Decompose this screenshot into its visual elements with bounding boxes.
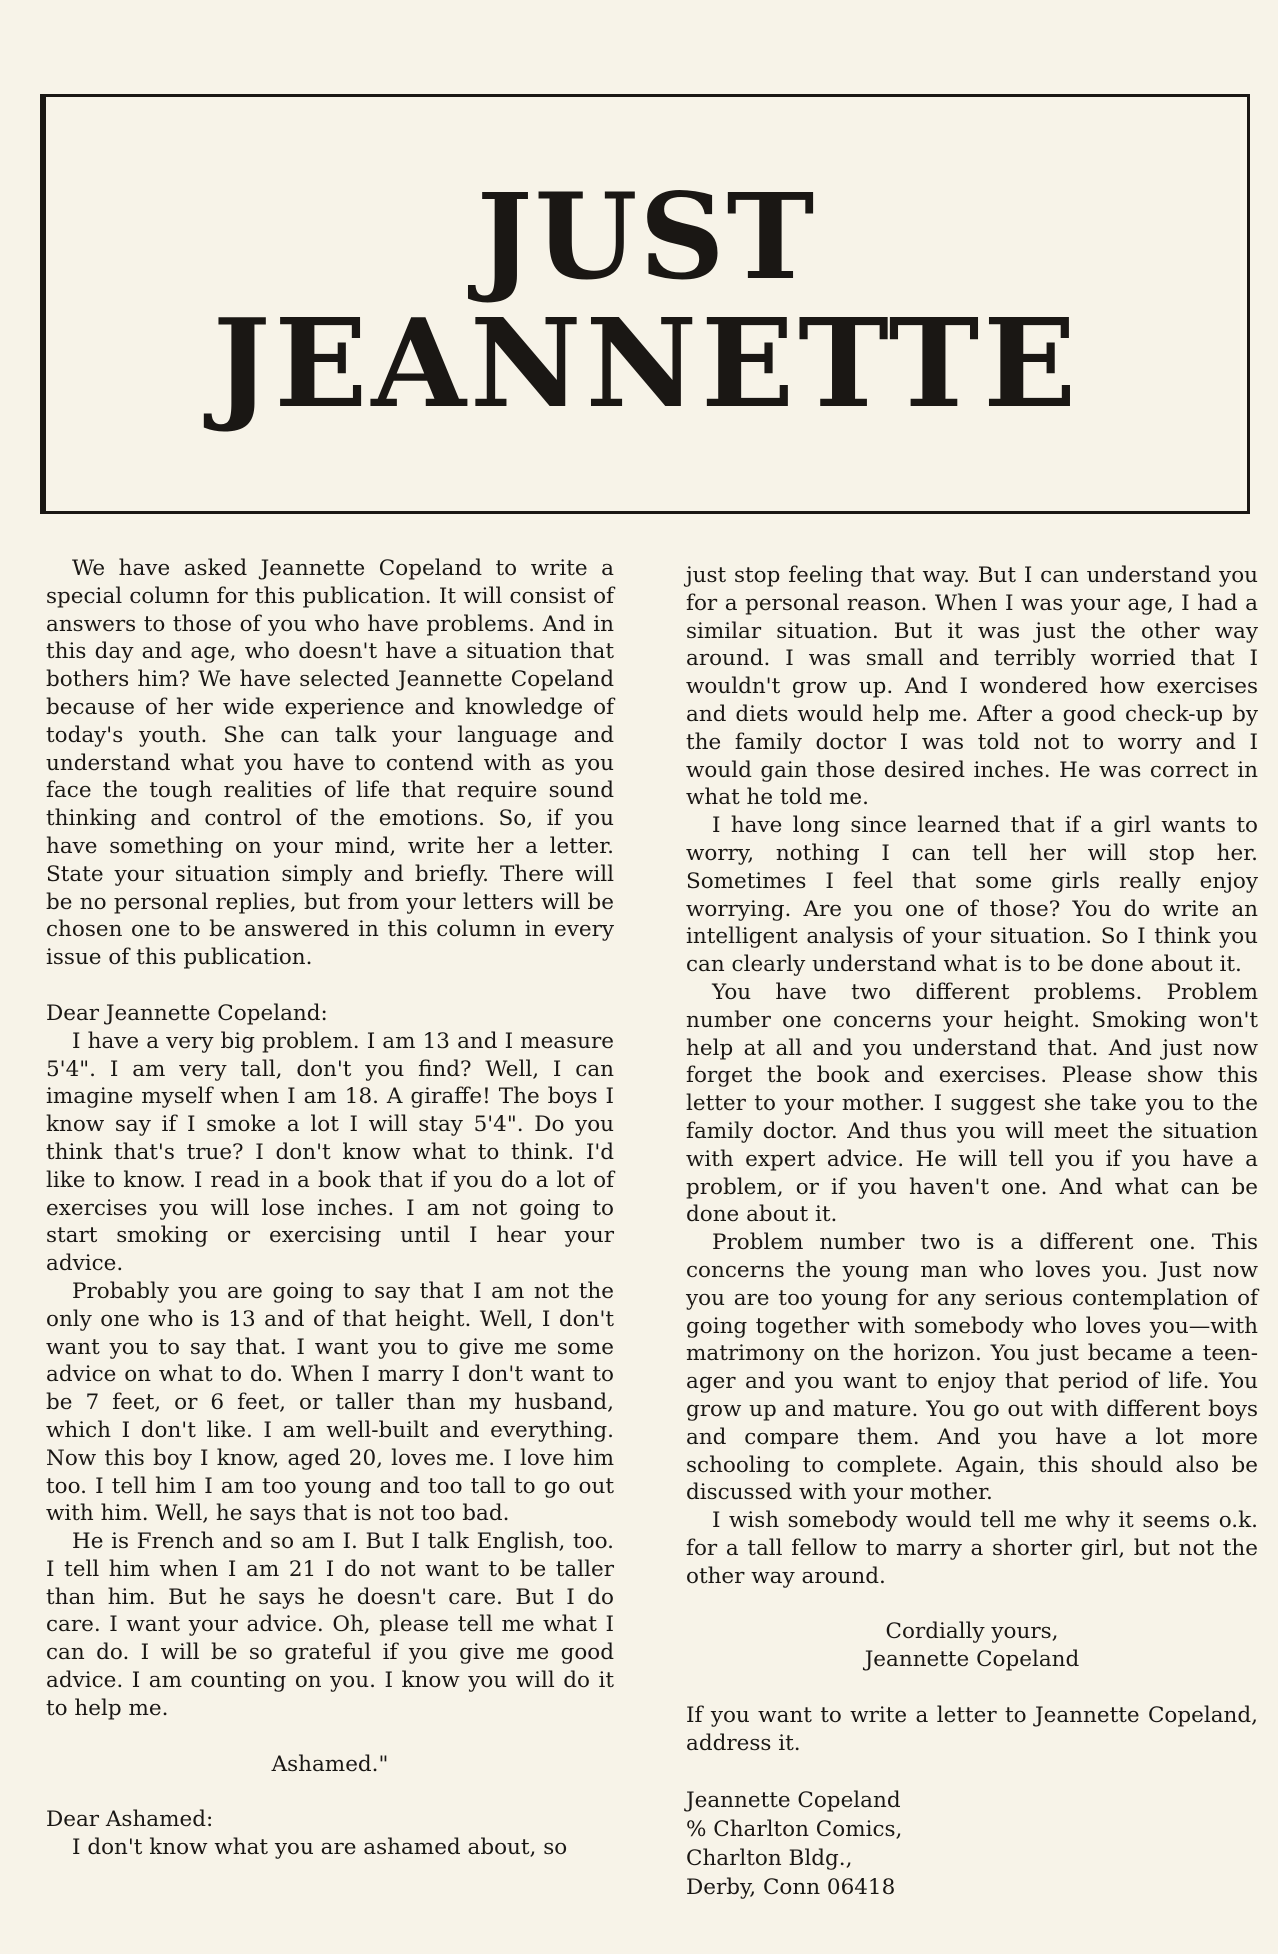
address-line-2: % Charlton Comics, xyxy=(686,1816,903,1842)
title-line-1: JUST xyxy=(476,167,817,306)
left-column xyxy=(46,555,614,1862)
closing: Cordially yours, xyxy=(885,1619,1059,1645)
address-line-4: Derby, Conn 06418 xyxy=(686,1874,896,1900)
closing-name: Jeannette Copeland xyxy=(864,1647,1080,1673)
letter-signature: Ashamed." xyxy=(271,1751,389,1777)
intro-paragraph: We have asked Jeannette Copeland to write a special column for this publication. It will consist of answers to those of you who have problems. And in this day and age, who doesn't have a situation that bothers him? We have selected Jeannette Copeland because of her wide experience and knowledge of today's youth. She can talk your language and understand what you have to contend with as you face the tough realities of life that require sound thinking and control of the emotions. So, if you have something on your mind, write her a letter. State your situation simply and briefly. There will be no personal replies, but from your letters will be chosen one to be answered in this column in every issue of this publication. xyxy=(46,556,614,971)
reply-start: I don't know what you are ashamed about, so xyxy=(72,1835,568,1861)
letter-paragraph-2: Probably you are going to say that I am not the only one who is 13 and of that height. Well, I don't want you to say that. I want you to give me some advice on what to do. When I marry I don't want to be 7 feet, or 6 feet, or taller than my husband, which I don't like. I am well-built and everything. Now this boy I know, aged 20, loves me. I love him too. I tell him I am too young and too tall to go out with him. Well, he says that is not too bad. xyxy=(46,1278,614,1527)
title-box xyxy=(40,94,1250,514)
mailing-address xyxy=(686,1786,1258,1902)
letter-salutation: Dear Jeannette Copeland: xyxy=(46,1000,328,1026)
reply-paragraph-1: just stop feeling that way. But I can understand you for a personal reason. When I was your age, I had a similar situation. But it was just the other way around. I was small and terribly worried that I wouldn't grow up. And I wondered how exercises and diets would help me. After a good check-up by the family doctor I was told not to worry and I would gain those desired inches. He was correct in what he told me. xyxy=(686,563,1258,811)
reply-paragraph-5: I wish somebody would tell me why it seems o.k. for a tall fellow to marry a shorter girl, but not the other way around. xyxy=(686,1508,1258,1589)
write-note: If you want to write a letter to Jeannette Copeland, address it. xyxy=(686,1703,1258,1756)
reply-paragraph-3: You have two different problems. Problem number one concerns your height. Smoking won't help at all and you understand that. And just now forget the book and exercises. Please show this letter to your mother. I suggest she take you to the family doctor. And thus you will meet the situation with expert advice. He will tell you if you have a problem, or if you haven't one. And what can be done about it. xyxy=(686,979,1258,1228)
reply-salutation: Dear Ashamed: xyxy=(46,1807,214,1833)
right-column xyxy=(686,562,1258,1902)
reply-paragraph-4: Problem number two is a different one. This concerns the young man who loves you. Just now you are too young for any serious contemplation of going together with somebody who loves you—with matrimony on the horizon. You just became a teen-ager and you want to enjoy that period of life. You grow up and mature. You go out with different boys and compare them. And you have a lot more schooling to complete. Again, this should also be discussed with your mother. xyxy=(686,1230,1258,1506)
letter-paragraph-3: He is French and so am I. But I talk English, too. I tell him when I am 21 I do not want to be taller than him. But he says he doesn't care. But I do care. I want your advice. Oh, please tell me what I can do. I will be so grateful if you give me good advice. I am counting on you. I know you will do it to help me. xyxy=(46,1529,614,1721)
reply-paragraph-2: I have long since learned that if a girl wants to worry, nothing I can tell her will stop her. Sometimes I feel that some girls really enjoy worrying. Are you one of those? You do write an intelligent analysis of your situation. So I think you can clearly understand what is to be done about it. xyxy=(686,813,1258,978)
title-line-2: JEANNETTE xyxy=(212,290,1081,435)
letter-paragraph-1: I have a very big problem. I am 13 and I measure 5'4". I am very tall, don't you find? Well, I can imagine myself when I am 18. A giraffe! The boys I know say if I smoke a lot I will stay 5'4". Do you think that's true? I don't know what to think. I'd like to know. I read in a book that if you do a lot of exercises you will lose inches. I am not going to start smoking or exercising until I hear your advice. xyxy=(46,1028,614,1277)
address-line-1: Jeannette Copeland xyxy=(686,1787,901,1813)
address-line-3: Charlton Bldg., xyxy=(686,1845,853,1871)
